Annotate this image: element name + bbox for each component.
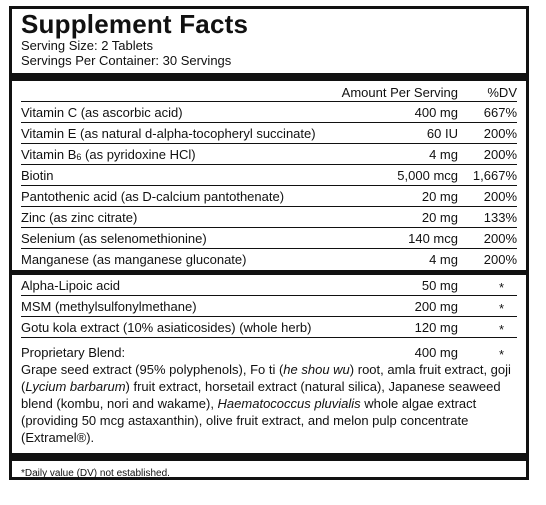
nutrient-amount: 50 mg <box>421 278 458 293</box>
nutrient-amount: 4 mg <box>429 252 458 267</box>
nutrient-name: Manganese (as manganese gluconate) <box>21 252 247 267</box>
nutrient-dv: 200% <box>483 231 517 246</box>
nutrient-dv: 133% <box>483 210 517 225</box>
amount-header: Amount Per Serving <box>341 85 458 100</box>
supplement-facts-panel <box>9 6 529 480</box>
nutrient-name: Alpha-Lipoic acid <box>21 278 121 293</box>
nutrient-amount: 5,000 mcg <box>397 168 458 183</box>
nutrient-dv: * <box>498 322 504 337</box>
nutrient-row <box>21 102 517 123</box>
nutrient-row <box>21 228 517 249</box>
nutrient-amount: 400 mg <box>414 105 458 120</box>
nutrient-amount: 120 mg <box>414 320 458 335</box>
nutrient-name: Biotin <box>21 168 54 183</box>
nutrient-name: Selenium (as selenomethionine) <box>21 231 207 246</box>
nutrient-amount: 4 mg <box>429 147 458 162</box>
nutrient-dv: 200% <box>483 189 517 204</box>
serving-size: Serving Size: 2 Tablets <box>21 38 153 53</box>
nutrient-dv: 200% <box>483 126 517 141</box>
proprietary-blend-header <box>21 344 517 361</box>
vitamin-section <box>21 102 517 270</box>
nutrient-row <box>21 249 517 270</box>
nutrient-row <box>21 275 517 296</box>
nutrient-amount: 20 mg <box>421 189 458 204</box>
proprietary-blend-ingredients <box>21 361 517 446</box>
nutrient-dv: * <box>498 280 504 295</box>
nutrient-row <box>21 186 517 207</box>
proprietary-blend-amount: 400 mg <box>414 345 458 360</box>
ingredient-italic-text: he shou wu <box>283 362 350 377</box>
ingredient-text: Grape seed extract (95% polyphenols), Fo ti ( <box>21 362 284 377</box>
nutrient-dv: 1,667% <box>472 168 517 183</box>
ingredient-italic-text: Haematococcus pluvialis <box>217 396 361 411</box>
proprietary-blend <box>21 338 517 446</box>
ingredient-text: ) fruit extract, horsetail extract (natural silica), Japanese seaweed blend (kombu, nori and wakame), <box>21 379 501 411</box>
servings-per-container: Servings Per Container: 30 Servings <box>21 53 232 68</box>
nutrient-dv: 200% <box>483 252 517 267</box>
nutrient-name <box>21 147 196 162</box>
nutrient-name: Gotu kola extract (10% asiaticosides) (whole herb) <box>21 320 312 335</box>
ingredient-text: whole algae extract (providing 50 mcg astaxanthin), olive fruit extract, and melon pulp concentrate (Extramel®). <box>21 396 477 445</box>
nutrient-name: Pantothenic acid (as D-calcium pantothenate) <box>21 189 285 204</box>
nutrient-name: Zinc (as zinc citrate) <box>21 210 138 225</box>
nutrient-name-subscript: 6 <box>76 152 82 162</box>
proprietary-blend-dv: * <box>498 347 504 362</box>
nutrient-name-main: Vitamin B <box>21 147 77 162</box>
nutrient-row <box>21 144 517 165</box>
nutrient-name: MSM (methylsulfonylmethane) <box>21 299 197 314</box>
nutrient-dv: 667% <box>483 105 517 120</box>
nutrient-amount: 20 mg <box>421 210 458 225</box>
column-header-row <box>21 81 517 102</box>
nutrient-row <box>21 207 517 228</box>
ingredient-text: ) root, amla fruit extract, goji ( <box>21 362 511 394</box>
nutrient-amount: 60 IU <box>426 126 458 141</box>
dv-header: %DV <box>487 85 517 100</box>
thick-divider <box>12 453 526 461</box>
ingredient-italic-text: Lycium barbarum <box>25 379 126 394</box>
thick-divider <box>12 73 526 81</box>
footnote: *Daily value (DV) not established. <box>21 468 170 479</box>
panel-title: Supplement Facts <box>21 9 249 39</box>
nutrient-row <box>21 296 517 317</box>
other-ingredients-section <box>21 275 517 338</box>
nutrient-name: Vitamin C (as ascorbic acid) <box>21 105 183 120</box>
nutrient-row <box>21 165 517 186</box>
nutrient-row <box>21 317 517 338</box>
nutrient-amount: 140 mcg <box>408 231 458 246</box>
nutrient-name: Vitamin E (as natural d-alpha-tocopheryl succinate) <box>21 126 316 141</box>
nutrient-dv: * <box>498 301 504 316</box>
proprietary-blend-label: Proprietary Blend: <box>21 345 126 360</box>
nutrient-dv: 200% <box>483 147 517 162</box>
nutrient-name-detail: (as pyridoxine HCl) <box>81 147 196 162</box>
nutrient-amount: 200 mg <box>414 299 458 314</box>
nutrient-row <box>21 123 517 144</box>
